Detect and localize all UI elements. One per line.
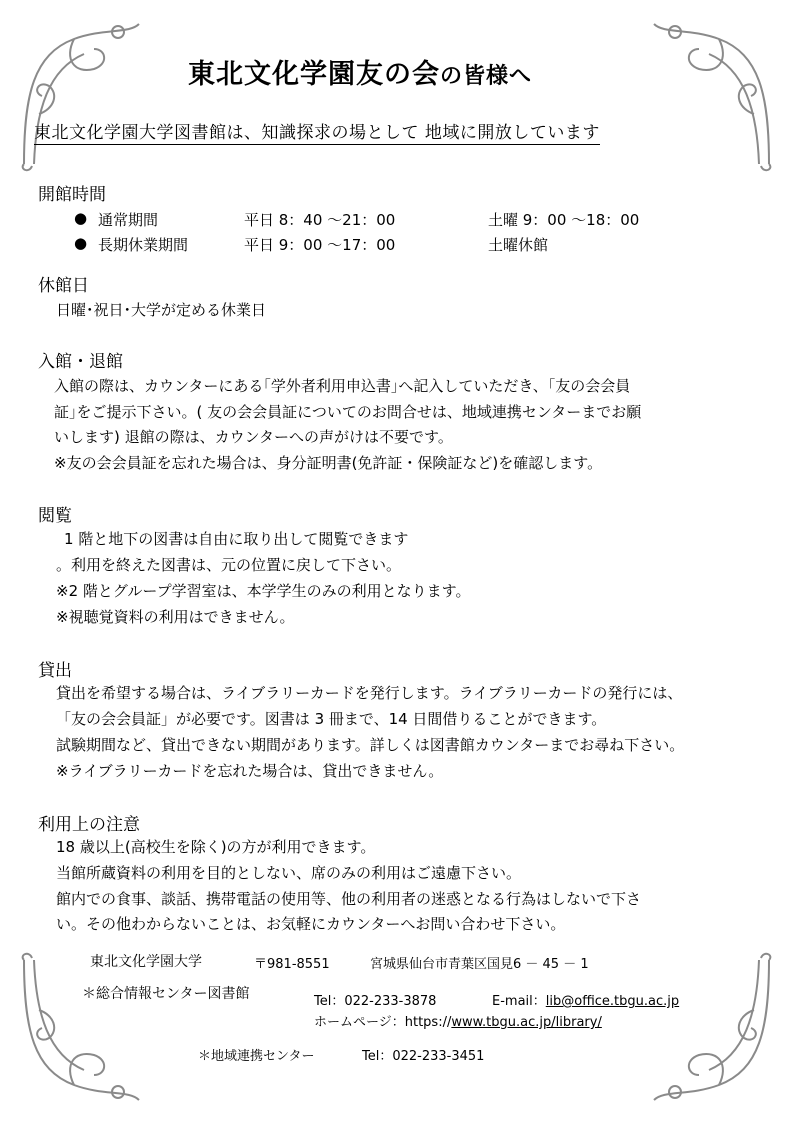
reading-line: 。利用を終えた図書は、元の位置に戻して下さい。 — [56, 556, 402, 574]
corner-ornament-bottom-right — [649, 950, 779, 1110]
entry-line: 証｣をご提示下さい。( 友の会会員証についてのお問合せは、地域連携センターまでお願 — [54, 403, 642, 421]
bullet-icon: ● — [74, 234, 88, 252]
entry-line: 入館の際は、カウンターにある｢学外者利用申込書｣へ記入していただき、｢友の会会員 — [54, 377, 631, 395]
page-subtitle: 東北文化学園大学図書館は、知識探求の場として 地域に開放しています — [34, 118, 600, 145]
hours-saturday: 土曜休館 — [488, 236, 549, 254]
email-link[interactable]: lib@office.tbgu.ac.jp — [545, 994, 680, 1009]
homepage-label: ホームページ：https:// — [314, 1015, 452, 1030]
footer-postal: 〒981-8551 — [254, 957, 330, 972]
footer-center-tel: Tel：022-233-3451 — [362, 1049, 485, 1064]
reading-line: 1 階と地下の図書は自由に取り出して閲覧できます — [64, 530, 409, 548]
page-title — [188, 52, 532, 91]
hours-weekday: 平日 8：40 ～21：00 — [244, 211, 396, 229]
title-main: 東北文化学園友の会 — [188, 59, 440, 90]
lending-line: ※ライブラリーカードを忘れた場合は、貸出できません。 — [56, 762, 444, 780]
notes-line: 館内での食事、談話、携帯電話の使用等、他の利用者の迷惑となる行為はしないで下さ — [56, 890, 642, 908]
hours-label: 長期休業期間 — [98, 236, 189, 254]
section-heading-closed: 休館日 — [38, 276, 89, 296]
footer-center: ＊地域連携センター — [198, 1049, 315, 1064]
section-heading-lending: 貸出 — [38, 661, 72, 681]
homepage-link[interactable]: www.tbgu.ac.jp/library/ — [451, 1015, 602, 1030]
footer-library: ＊総合情報センター図書館 — [82, 986, 250, 1002]
lending-line: 試験期間など、貸出できない期間があります。詳しくは図書館カウンターまでお尋ね下さい。 — [56, 736, 685, 754]
footer-library-tel: Tel：022-233-3878 — [314, 994, 437, 1009]
notes-line: 18 歳以上(高校生を除く)の方が利用できます。 — [56, 838, 376, 856]
hours-saturday: 土曜 9：00 ～18：00 — [488, 211, 640, 229]
corner-ornament-top-right — [649, 14, 779, 174]
email-label: E-mail： — [492, 994, 546, 1009]
section-heading-entry: 入館・退館 — [38, 352, 123, 372]
reading-line: ※2 階とグループ学習室は、本学学生のみの利用となります。 — [56, 582, 471, 600]
entry-line: ※友の会会員証を忘れた場合は、身分証明書(免許証・保険証など)を確認します。 — [54, 454, 603, 472]
footer-university: 東北文化学園大学 — [90, 954, 202, 970]
entry-line: いします) 退館の際は、カウンターへの声がけは不要です。 — [54, 428, 453, 446]
closed-days-text: 日曜･祝日･大学が定める休業日 — [56, 301, 267, 319]
title-suffix: の皆様へ — [440, 64, 533, 89]
notes-line: い。その他わからないことは、お気軽にカウンターへお問い合わせ下さい。 — [56, 915, 566, 933]
bullet-icon: ● — [74, 209, 88, 227]
hours-row-long-break — [0, 234, 793, 254]
footer-address: 宮城県仙台市青葉区国見6 － 45 － 1 — [370, 957, 589, 972]
hours-row-regular — [0, 209, 793, 229]
reading-line: ※視聴覚資料の利用はできません。 — [56, 608, 295, 626]
lending-line: 「友の会会員証」が必要です。図書は 3 冊まで、14 日間借りることができます。 — [56, 710, 607, 728]
corner-ornament-bottom-left — [14, 950, 144, 1110]
notes-line: 当館所蔵資料の利用を目的としない、席のみの利用はご遠慮下さい。 — [56, 864, 522, 882]
section-heading-hours: 開館時間 — [38, 185, 106, 205]
footer-email — [492, 990, 679, 1009]
section-heading-notes: 利用上の注意 — [38, 815, 140, 835]
section-heading-reading: 閲覧 — [38, 506, 72, 526]
hours-label: 通常期間 — [98, 211, 159, 229]
footer-homepage — [314, 1011, 602, 1030]
lending-line: 貸出を希望する場合は、ライブラリーカードを発行します。ライブラリーカードの発行には、 — [56, 684, 683, 702]
hours-weekday: 平日 9：00 ～17：00 — [244, 236, 396, 254]
corner-ornament-top-left — [14, 14, 144, 174]
